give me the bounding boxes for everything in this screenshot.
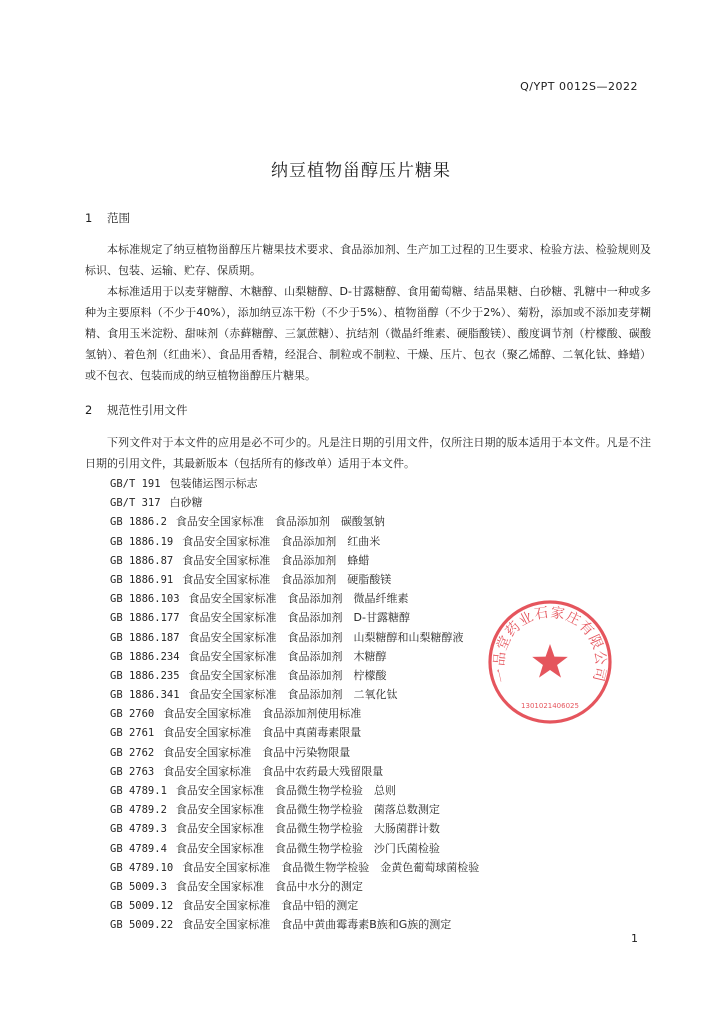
company-seal [484, 596, 616, 728]
reference-item [110, 608, 479, 627]
reference-code: GB 4789.10 [110, 861, 174, 874]
reference-code: GB 1886.341 [110, 689, 180, 702]
reference-code: GB 1886.187 [110, 631, 180, 644]
reference-item [110, 819, 479, 838]
reference-list [110, 474, 479, 935]
reference-code: GB 1886.87 [110, 554, 174, 567]
document-code: Q/YPT 0012S—2022 [520, 80, 638, 93]
reference-item [110, 628, 479, 647]
reference-item [110, 781, 479, 800]
section-2-number: 2 [85, 403, 93, 417]
reference-title: 食品安全国家标准 食品中铅的测定 [182, 899, 359, 913]
reference-item [110, 762, 479, 781]
reference-title: 食品安全国家标准 食品中农药最大残留限量 [163, 764, 384, 778]
document-title: 纳豆植物甾醇压片糖果 [271, 161, 451, 181]
reference-code: GB 4789.1 [110, 785, 167, 797]
section-1-number: 1 [85, 211, 93, 225]
reference-item [110, 685, 479, 704]
section-2-paragraph: 下列文件对于本文件的应用是必不可少的。凡是注日期的引用文件，仅所注日期的版本适用于本文件。凡是不注日期的引用文件，其最新版本（包括所有的修改单）适用于本文件。 [85, 436, 651, 470]
reference-code: GB 2763 [110, 765, 155, 778]
reference-code: GB/T 317 [110, 497, 161, 510]
section-2-title: 规范性引用文件 [107, 403, 188, 417]
reference-item [110, 474, 479, 493]
section-2-heading [85, 402, 188, 418]
reference-item [110, 570, 479, 589]
reference-code: GB 4789.2 [110, 804, 167, 817]
reference-item [110, 896, 479, 915]
reference-title: 食品安全国家标准 食品微生物学检验 沙门氏菌检验 [175, 841, 440, 855]
reference-title: 食品安全国家标准 食品添加剂 D-甘露糖醇 [188, 611, 410, 625]
reference-title: 食品安全国家标准 食品添加剂 碳酸氢钠 [175, 515, 385, 529]
reference-title: 食品安全国家标准 食品微生物学检验 金黄色葡萄球菌检验 [182, 860, 480, 874]
reference-title: 食品安全国家标准 食品添加剂 微晶纤维素 [188, 592, 409, 606]
reference-title: 食品安全国家标准 食品添加剂 山梨糖醇和山梨糖醇液 [188, 630, 464, 644]
reference-item [110, 493, 479, 512]
section-1-paragraph-1: 本标准规定了纳豆植物甾醇压片糖果技术要求、食品添加剂、生产加工过程的卫生要求、检验方法、检验规则及标识、包装、运输、贮存、保质期。 [85, 243, 651, 277]
reference-item [110, 647, 479, 666]
reference-item [110, 589, 479, 608]
reference-title: 食品安全国家标准 食品添加剂 硬脂酸镁 [182, 572, 392, 586]
reference-item [110, 723, 479, 742]
reference-title: 食品安全国家标准 食品添加剂 木糖醇 [188, 649, 387, 663]
reference-item [110, 532, 479, 551]
section-1-title: 范围 [107, 211, 130, 225]
reference-code: GB 1886.91 [110, 573, 174, 586]
reference-item [110, 839, 479, 858]
reference-item [110, 800, 479, 819]
reference-code: GB 2761 [110, 727, 155, 740]
reference-item [110, 704, 479, 723]
reference-item [110, 666, 479, 685]
reference-item [110, 915, 479, 934]
reference-item [110, 551, 479, 570]
reference-title: 包装储运图示标志 [169, 477, 258, 490]
reference-title: 食品安全国家标准 食品中真菌毒素限量 [163, 726, 362, 740]
reference-title: 白砂糖 [169, 496, 203, 510]
reference-code: GB 1886.2 [110, 516, 167, 529]
reference-item [110, 858, 479, 877]
reference-code: GB 1886.177 [110, 612, 180, 625]
reference-title: 食品安全国家标准 食品中黄曲霉毒素B族和G族的测定 [182, 918, 452, 932]
reference-code: GB 2760 [110, 708, 155, 721]
reference-code: GB 5009.12 [110, 900, 174, 913]
reference-title: 食品安全国家标准 食品添加剂 柠檬酸 [188, 668, 387, 682]
seal-serial: 1301021406025 [521, 702, 579, 710]
seal-text: 一品堂药业石家庄有限公司 [491, 604, 609, 684]
reference-code: GB 4789.4 [110, 842, 167, 855]
reference-title: 食品安全国家标准 食品添加剂 红曲米 [182, 534, 381, 548]
page-number: 1 [631, 932, 638, 945]
reference-code: GB 1886.19 [110, 535, 174, 548]
reference-code: GB 4789.3 [110, 823, 167, 836]
star-icon [532, 644, 568, 678]
reference-title: 食品安全国家标准 食品添加剂 二氧化钛 [188, 688, 398, 702]
reference-item [110, 512, 479, 531]
reference-code: GB 1886.234 [110, 650, 180, 663]
reference-code: GB 5009.22 [110, 919, 174, 932]
reference-title: 食品安全国家标准 食品中污染物限量 [163, 745, 351, 759]
section-1-paragraph-2: 本标准适用于以麦芽糖醇、木糖醇、山梨糖醇、D-甘露糖醇、食用葡萄糖、结晶果糖、白砂糖、乳糖中一种或多种为主要原料（不少于40%），添加纳豆冻干粉（不少于5%）、植物甾醇（不少于2%）、菊粉，添加或不添加麦芽糊精、食用玉米淀粉、甜味剂（赤藓糖醇、三氯蔗糖）、抗结剂（微晶纤维素、硬脂酸镁）、酸度调节剂（柠檬酸、碳酸氢钠）、着色剂（红曲米）、食品用香精，经混合、制粒或不制粒、干燥、压片、包衣（聚乙烯醇、二氧化钛、蜂蜡）或不包衣、包装而成的纳豆植物甾醇压片糖果。 [85, 285, 651, 382]
reference-item [110, 743, 479, 762]
reference-title: 食品安全国家标准 食品微生物学检验 菌落总数测定 [175, 803, 440, 817]
reference-code: GB 2762 [110, 746, 155, 759]
reference-title: 食品安全国家标准 食品添加剂 蜂蜡 [182, 553, 370, 567]
reference-code: GB 1886.235 [110, 669, 180, 682]
reference-code: GB 1886.103 [110, 593, 180, 606]
reference-title: 食品安全国家标准 食品中水分的测定 [175, 879, 363, 893]
section-1-heading [85, 210, 130, 226]
reference-code: GB 5009.3 [110, 880, 167, 893]
reference-title: 食品安全国家标准 食品添加剂使用标准 [163, 707, 362, 721]
reference-code: GB/T 191 [110, 478, 161, 490]
reference-item [110, 877, 479, 896]
reference-title: 食品安全国家标准 食品微生物学检验 大肠菌群计数 [175, 822, 440, 836]
reference-title: 食品安全国家标准 食品微生物学检验 总则 [175, 784, 396, 797]
